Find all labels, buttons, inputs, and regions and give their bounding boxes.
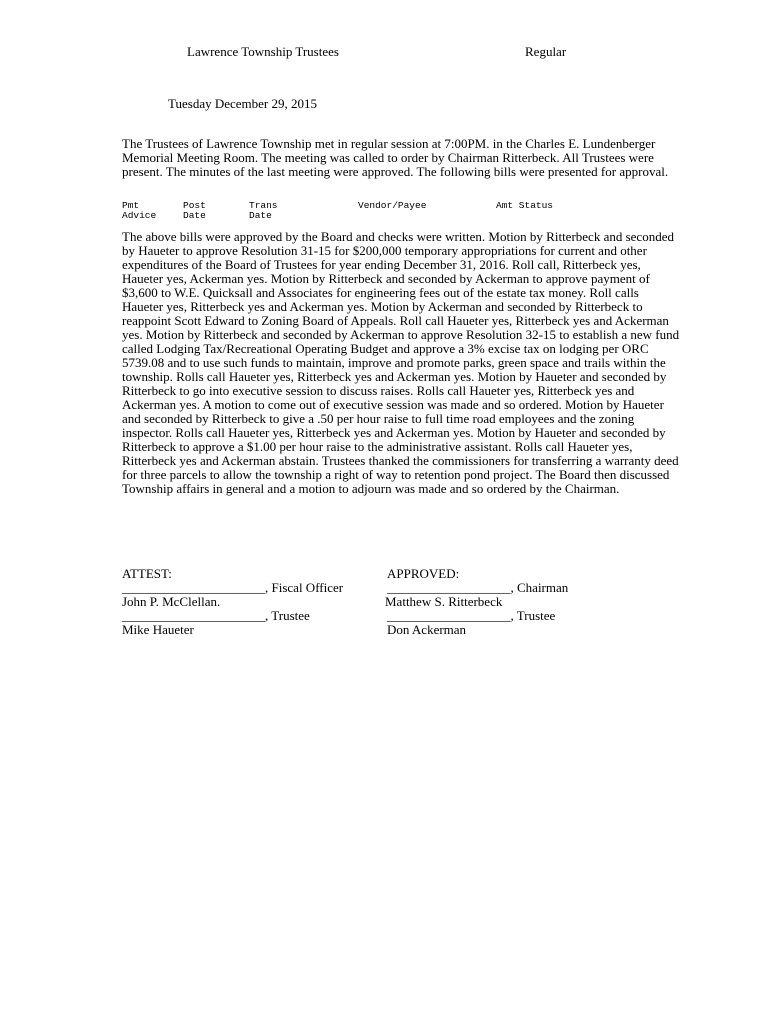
- intro-paragraph: The Trustees of Lawrence Township met in regular session at 7:00PM. in the Charles E. Lundenberger Memorial Meeting Room. The meeting was called to order by Chairman Ritterbeck. All Trustees were present. The minutes of the last meeting were approved. The following bills were presented for approval.: [122, 136, 669, 179]
- chairman-signature-line: ___________________, Chairman: [387, 580, 569, 595]
- meeting-date: Tuesday December 29, 2015: [168, 96, 317, 111]
- approved-label: APPROVED:: [387, 566, 460, 581]
- attest-label: ATTEST:: [122, 566, 172, 581]
- column-trans-date: Trans Date: [249, 200, 278, 221]
- fiscal-officer-signature-line: ______________________, Fiscal Officer: [122, 580, 344, 595]
- fiscal-officer-name: John P. McClellan.: [122, 594, 221, 609]
- column-vendor-payee: Vendor/Payee: [358, 200, 427, 211]
- organization-title: Lawrence Township Trustees: [187, 44, 339, 59]
- trustee-name-left: Mike Haueter: [122, 622, 194, 637]
- column-amt-status: Amt Status: [496, 200, 554, 211]
- trustee-name-right: Don Ackerman: [387, 622, 467, 637]
- bill-columns-header: [122, 201, 682, 225]
- minutes-body: The above bills were approved by the Board and checks were written. Motion by Ritterbeck and seconded by Haueter to approve Resolution 31-15 for $200,000 temporary appropriations for current and other expenditures of the Board of Trustees for year ending December 31, 2016. Roll call, Ritterbeck yes, Haueter yes, Ackerman yes. Motion by Ritterbeck and seconded by Ackerman to approve payment of $3,600 to W.E. Quicksall and Associates for engineering fees out of the estate tax money. Roll calls Haueter yes, Ritterbeck yes and Ackerman yes. Motion by Ackerman and seconded by Ritterbeck to reappoint Scott Edward to Zoning Board of Appeals. Roll call Haueter yes, Ritterbeck yes and Ackerman yes. Motion by Ritterbeck and seconded by Ackerman to approve Resolution 32-15 to establish a new fund called Lodging Tax/Recreational Operating Budget and approve a 3% excise tax on lodging per ORC 5739.08 and to use such funds to maintain, improve and promote parks, green space and trails within the township. Rolls call Haueter yes, Ritterbeck yes and Ackerman yes. Motion by Haueter and seconded by Ritterbeck to go into executive session to discuss raises. Rolls call Haueter yes, Ritterbeck yes and Ackerman yes. A motion to come out of executive session was made and so ordered. Motion by Haueter and seconded by Ritterbeck to give a .50 per hour raise to full time road employees and the zoning inspector. Rolls call Haueter yes, Ritterbeck yes and Ackerman yes. Motion by Haueter and seconded by Ritterbeck to approve a $1.00 per hour raise to the administrative assistant. Rolls call Haueter yes, Ritterbeck yes and Ackerman abstain. Trustees thanked the commissioners for transferring a warranty deed for three parcels to allow the township a right of way to retention pond project. The Board then discussed Township affairs in general and a motion to adjourn was made and so ordered by the Chairman.: [122, 229, 680, 496]
- column-post-date: Post Date: [183, 200, 206, 221]
- chairman-name: Matthew S. Ritterbeck: [385, 594, 503, 609]
- meeting-type: Regular: [525, 44, 567, 59]
- column-pmt-advice: Pmt Advice: [122, 200, 157, 221]
- trustee-signature-line-right: ___________________, Trustee: [387, 608, 556, 623]
- trustee-signature-line-left: ______________________, Trustee: [122, 608, 310, 623]
